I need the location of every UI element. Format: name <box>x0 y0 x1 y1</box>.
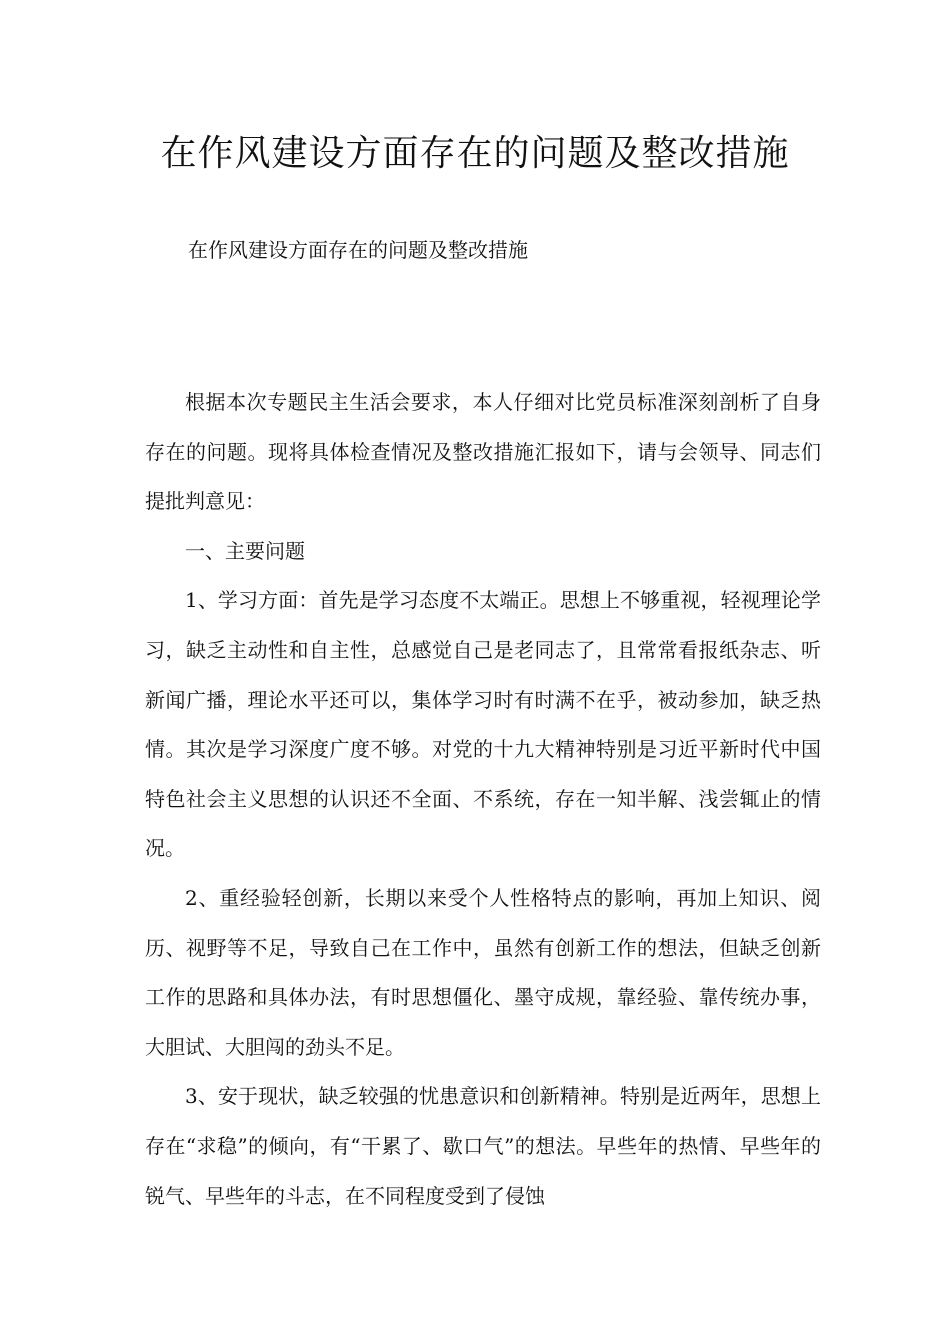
paragraph-item-3: 3、安于现状，缺乏较强的忧患意识和创新精神。特别是近两年，思想上存在“求稳”的倾向，有“干累了、歇口气”的想法。早些年的热情、早些年的锐气、早些年的斗志，在不同程度受到了侵蚀 <box>145 1084 821 1208</box>
document-body <box>145 378 821 1221</box>
document-subtitle: 在作风建设方面存在的问题及整改措施 <box>188 238 528 262</box>
document-title: 在作风建设方面存在的问题及整改措施 <box>160 133 790 174</box>
paragraph-item-1: 1、学习方面：首先是学习态度不太端正。思想上不够重视，轻视理论学习，缺乏主动性和自主性，总感觉自己是老同志了，且常常看报纸杂志、听新闻广播，理论水平还可以，集体学习时有时满不在乎，被动参加，缺乏热情。其次是学习深度广度不够。对党的十九大精神特别是习近平新时代中国特色社会主义思想的认识还不全面、不系统，存在一知半解、浅尝辄止的情况。 <box>145 588 821 861</box>
paragraph-item-2: 2、重经验轻创新，长期以来受个人性格特点的影响，再加上知识、阅历、视野等不足，导致自己在工作中，虽然有创新工作的想法，但缺乏创新工作的思路和具体办法，有时思想僵化、墨守成规，靠经验、靠传统办事，大胆试、大胆闯的劲头不足。 <box>145 885 821 1059</box>
paragraph-section-heading: 一、主要问题 <box>185 538 305 563</box>
paragraph-intro: 根据本次专题民主生活会要求，本人仔细对比党员标准深刻剖析了自身存在的问题。现将具体检查情况及整改措施汇报如下，请与会领导、同志们提批判意见： <box>145 390 821 514</box>
